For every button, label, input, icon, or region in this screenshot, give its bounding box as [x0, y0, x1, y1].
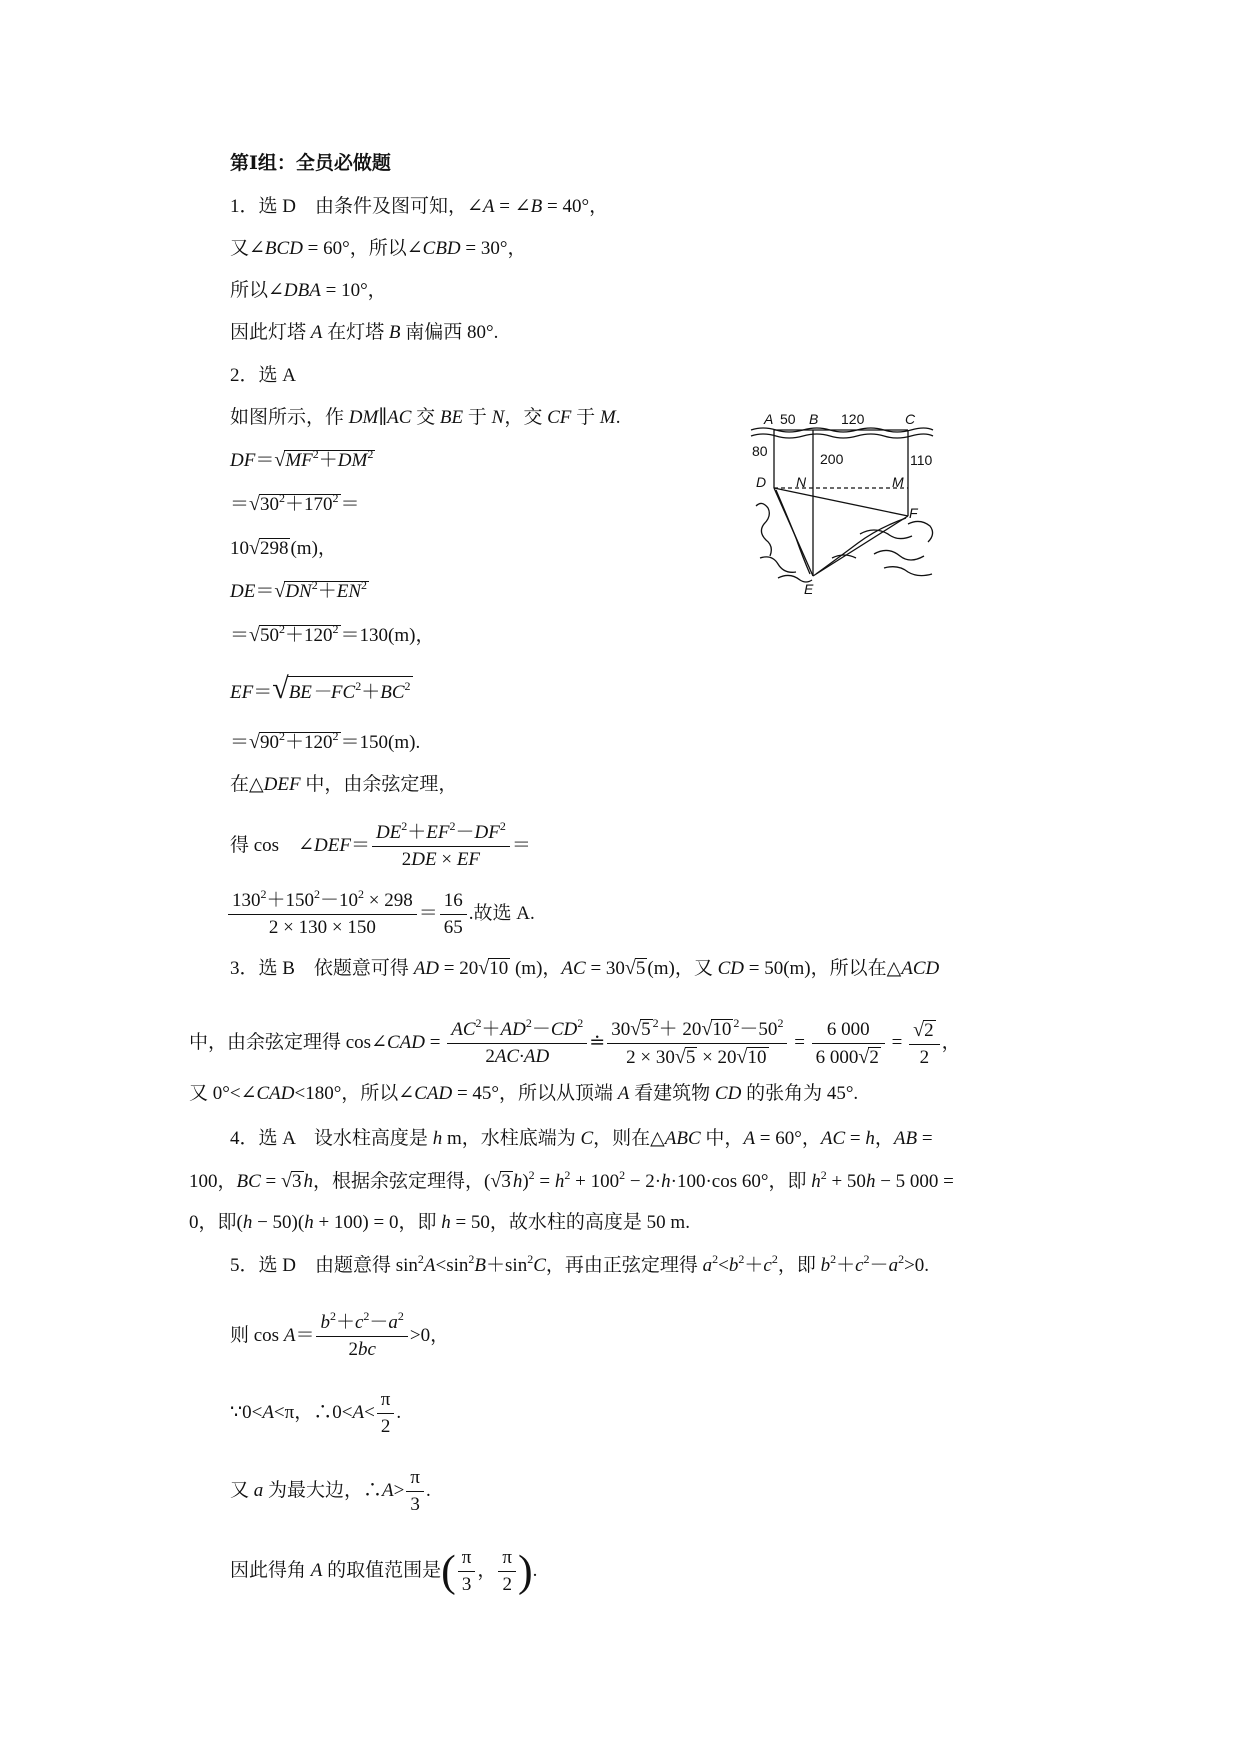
q4-line-1: 4．选 A 设水柱高度是 h m，水柱底端为 C，则在△ABC 中，A = 60°，AC = h，AB = — [230, 1128, 933, 1149]
q1-line-3: 所以∠DBA = 10°， — [230, 280, 387, 301]
q5-line-1: 5．选 D 由题意得 $\sin^2A<\sin^2B+\sin^2C$，再由正弦定理得 $a^2<b^2+c^2$，即 $b^2+c^2-a^2>0$. — [230, 1252, 930, 1276]
cos-cad-fraction: $\frac{AC^2+AD^2-CD^2}{2AC\cdot AD}$ — [447, 1017, 587, 1070]
q5-line-2: 则 cos A＝ $\frac{b^2+c^2-a^2}{2bc}$ >0， — [230, 1310, 449, 1363]
river-diagram — [748, 408, 944, 608]
q5-line-4: 又 a 为最大边，∴A> $\frac{\pi}{3}$ . — [230, 1465, 431, 1518]
q2-desc: 如图所示，作 DM∥AC 交 BE 于 N，交 CF 于 M. — [230, 407, 621, 428]
pi-over-2-fraction: $\frac{\pi}{2}$ — [377, 1387, 395, 1440]
fig-label-120: 120 — [841, 411, 865, 427]
q3-6000-fraction: $\frac{6 000}{6 000√2}$ — [812, 1017, 885, 1071]
fig-label-a: A — [764, 411, 774, 427]
fig-label-b: B — [809, 411, 819, 427]
q2-calc: $\frac{130^2+150^2-10^2 \times 298}{2 \times 130 \times 150}$ ＝ $\frac{16}{65}$ .故选 A. — [226, 888, 535, 941]
q2-de-formula: $DE=√DN^2+EN^2$ — [230, 578, 368, 602]
q2-df-formula: $DF=√MF^2+DM^2$ — [230, 447, 374, 471]
q5-cos-fraction: $\frac{b^2+c^2-a^2}{2bc}$ — [316, 1310, 407, 1363]
q1-line-4: 因此灯塔 A 在灯塔 B 南偏西 80°. — [230, 322, 499, 343]
q2-df-value: 10√298 (m)， — [230, 537, 337, 559]
q4-line-3: 0，即(h − 50)(h + 100) = 0，即 h = 50，故水柱的高度是 50 m. — [189, 1212, 690, 1233]
fig-label-c: C — [905, 411, 916, 427]
q2-cos-formula: 得 cos ∠DEF＝ $\frac{DE^2+EF^2-DF^2}{2DE \times EF}$ ＝ — [230, 820, 531, 873]
q2-law-of-cosines: 在△DEF 中，由余弦定理， — [230, 774, 458, 795]
q2-ef-value: $=√90^2+120^2 =150(m)$. — [230, 729, 421, 753]
q5-line-3: ∵0<A<π，∴0<A< $\frac{\pi}{2}$ . — [230, 1387, 401, 1440]
q1-line-1: 1．选 D 由条件及图可知，∠A = ∠B = 40°， — [230, 196, 609, 217]
fig-label-d: D — [756, 474, 767, 490]
q3-line-3: 又 0°<∠CAD<180°，所以∠CAD = 45°，所以从顶端 A 看建筑物 CD 的张角为 45°. — [189, 1083, 859, 1104]
fig-label-200: 200 — [820, 451, 844, 467]
fig-label-80: 80 — [752, 443, 768, 459]
pi-over-3-fraction: $\frac{\pi}{3}$ — [406, 1465, 424, 1518]
q3-line-2: 中，由余弦定理得 cos∠CAD = $\frac{AC^2+AD^2-CD^2}{2AC\cdot AD}$ ≐ $\frac{30√5 ^2+ 20√10 ^2-50^2}{2 \times 30√5 \times 20√10}$ = $\frac{6 000}{6 000√2}$ = $\frac{√2}{2}$ ， — [189, 1016, 961, 1071]
calc-fraction: $\frac{130^2+150^2-10^2 \times 298}{2 \times 130 \times 150}$ — [228, 888, 417, 941]
section-title: 第Ⅰ组：全员必做题 — [230, 153, 391, 174]
q3-line-1: 3．选 B 依题意可得 AD = 20√10 (m)，AC = 30√5 (m)，又 CD = 50(m)，所以在△ACD — [230, 957, 940, 979]
fig-label-110: 110 — [910, 452, 933, 468]
q4-line-2: 100，BC = √3 h，根据余弦定理得，(√3 $h)^2 = h^2 + 100^2 - 2\cdot h\cdot 100\cdot\cos$ 60°，即 $h^2 + 50h - 5$ 000 = — [189, 1168, 954, 1192]
q2-head: 2．选 A — [230, 365, 296, 386]
q2-ef-formula: $EF=√BE-FC^2+BC^2$ — [230, 672, 411, 705]
q2-df-substitution: $=√30^2+170^2$ ＝ — [230, 491, 360, 515]
fig-label-n: N — [796, 474, 807, 490]
range-upper-fraction: $\frac{\pi}{2}$ — [498, 1545, 516, 1598]
range-lower-fraction: $\frac{\pi}{3}$ — [458, 1545, 476, 1598]
q1-line-2: 又∠BCD = 60°，所以∠CBD = 30°， — [230, 238, 527, 259]
q5-line-5: 因此得角 A 的取值范围是( $\frac{\pi}{3}$ ， $\frac{\pi}{2}$ ). — [230, 1545, 537, 1598]
fig-label-f: F — [909, 505, 918, 521]
fig-label-m: M — [892, 474, 904, 490]
fig-label-e: E — [804, 581, 814, 597]
q3-result-fraction: $\frac{√2}{2}$ — [909, 1017, 939, 1071]
result-fraction: $\frac{16}{65}$ — [440, 888, 467, 941]
q2-de-value: $=√50^2+120^2 =130(m)$， — [230, 622, 435, 646]
fig-label-50: 50 — [780, 411, 796, 427]
cos-def-fraction: $\frac{DE^2+EF^2-DF^2}{2DE \times EF}$ — [372, 820, 510, 873]
q3-substitution-fraction: $\frac{30√5 ^2+ 20√10 ^2-50^2}{2 \times 30√5 \times 20√10}$ — [607, 1016, 787, 1071]
